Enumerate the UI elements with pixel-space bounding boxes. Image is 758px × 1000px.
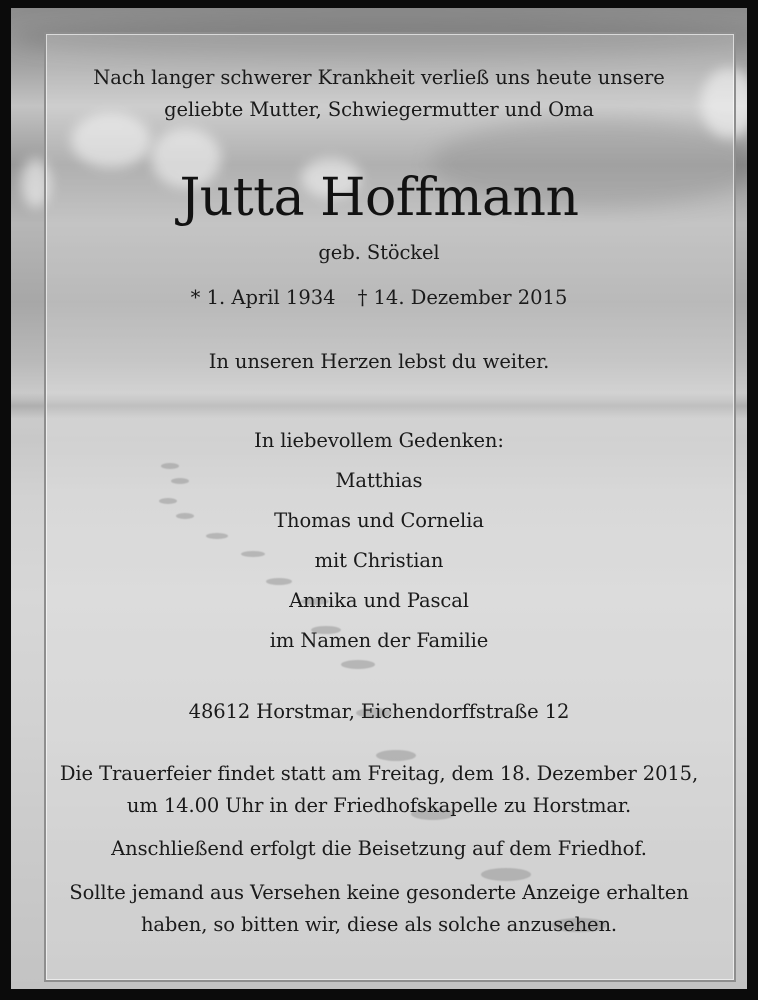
mourner-name: Thomas und Cornelia xyxy=(274,509,484,532)
family-address: 48612 Horstmar, Eichendorffstraße 12 xyxy=(188,700,570,723)
birth-date: * 1. April 1934 xyxy=(190,286,336,309)
mourners-heading: In liebevollem Gedenken: xyxy=(254,429,504,452)
motto: In unseren Herzen lebst du weiter. xyxy=(208,350,550,373)
intro-line-1: Nach langer schwerer Krankheit verließ uns heute unsere xyxy=(93,66,665,89)
deceased-name: Jutta Hoffmann xyxy=(179,168,579,228)
mourner-name: mit Christian xyxy=(314,549,444,572)
ceremony-line-1: Die Trauerfeier findet statt am Freitag, dem 18. Dezember 2015, xyxy=(59,762,699,785)
notice-line-2: haben, so bitten wir, diese als solche anzusehen. xyxy=(140,913,618,936)
mourner-name: Annika und Pascal xyxy=(289,589,469,612)
death-date: † 14. Dezember 2015 xyxy=(357,286,568,309)
ceremony-line-2: um 14.00 Uhr in der Friedhofskapelle zu Horstmar. xyxy=(126,794,632,817)
intro-line-2: geliebte Mutter, Schwiegermutter und Oma xyxy=(164,98,594,121)
notice-line-1: Sollte jemand aus Versehen keine gesonderte Anzeige erhalten xyxy=(69,881,689,904)
maiden-name: geb. Stöckel xyxy=(318,241,440,264)
burial-note: Anschließend erfolgt die Beisetzung auf dem Friedhof. xyxy=(111,837,647,860)
life-dates xyxy=(11,286,747,310)
mourner-name: Matthias xyxy=(335,469,423,492)
mourner-name: im Namen der Familie xyxy=(269,629,489,652)
